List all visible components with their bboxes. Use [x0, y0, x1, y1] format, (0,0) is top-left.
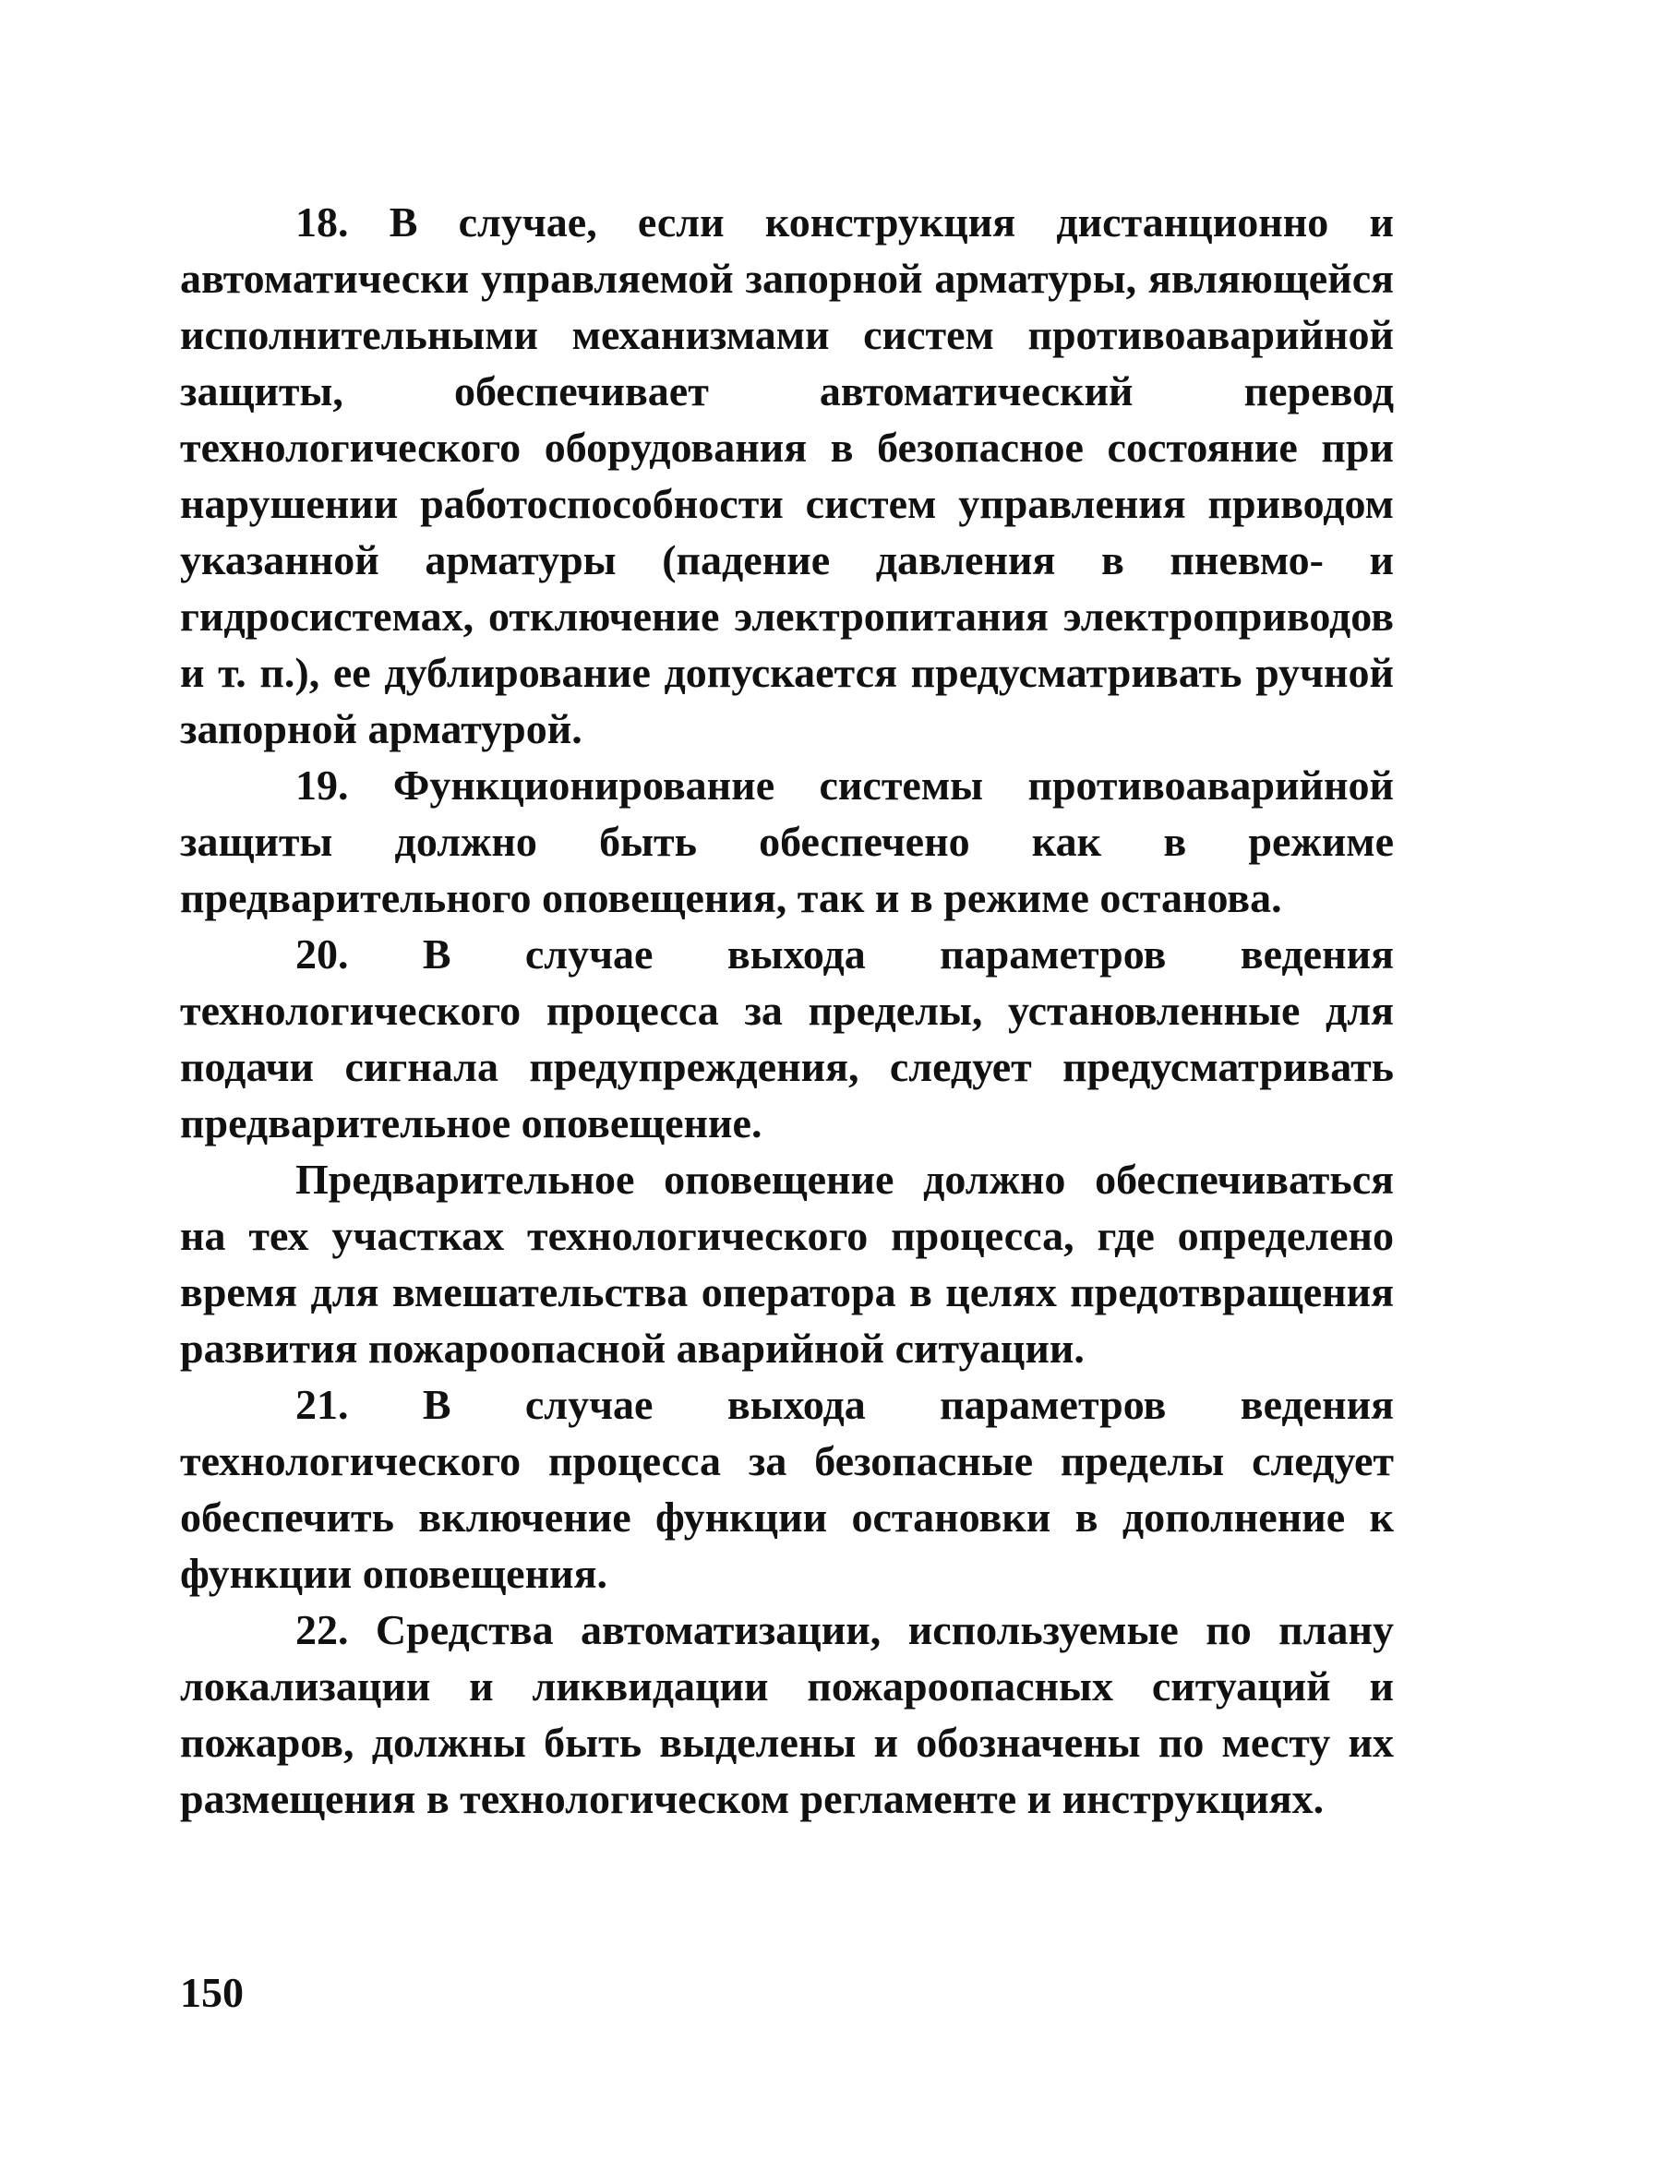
- paragraph-19: 19. Функционирование системы противоаварийной защиты должно быть обеспечено как в режиме предварительного оповещения, так и в режиме останова.: [180, 762, 1394, 921]
- body-text: [180, 194, 1394, 1827]
- paragraph-20: 20. В случае выхода параметров ведения технологического процесса за пределы, установленные для подачи сигнала предупреждения, следует предусматривать предварительное оповещение.: [180, 930, 1394, 1146]
- paragraph-21: 21. В случае выхода параметров ведения технологического процесса за безопасные пределы следует обеспечить включение функции остановки в дополнение к функции оповещения.: [180, 1381, 1394, 1597]
- page-number: 150: [180, 1969, 244, 2016]
- paragraph-18: 18. В случае, если конструкция дистанционно и автоматически управляемой запорной арматуры, являющейся исполнительными механизмами систем противоаварийной защиты, обеспечивает автоматический перевод технологического оборудования в безопасное состояние при нарушении работоспособности систем управления приводом указанной арматуры (падение давления в пневмо- и гидросистемах, отключение электропитания электроприводов и т. п.), ее дублирование допускается предусматривать ручной запорной арматурой.: [180, 198, 1394, 752]
- paragraph-22: 22. Средства автоматизации, используемые по плану локализации и ликвидации пожароопасных ситуаций и пожаров, должны быть выделены и обозначены по месту их размещения в технологическом регламенте и инструкциях.: [180, 1606, 1394, 1822]
- paragraph-20-continued: Предварительное оповещение должно обеспечиваться на тех участках технологического процесса, где определено время для вмешательства оператора в целях предотвращения развития пожароопасной аварийной ситуации.: [180, 1156, 1394, 1372]
